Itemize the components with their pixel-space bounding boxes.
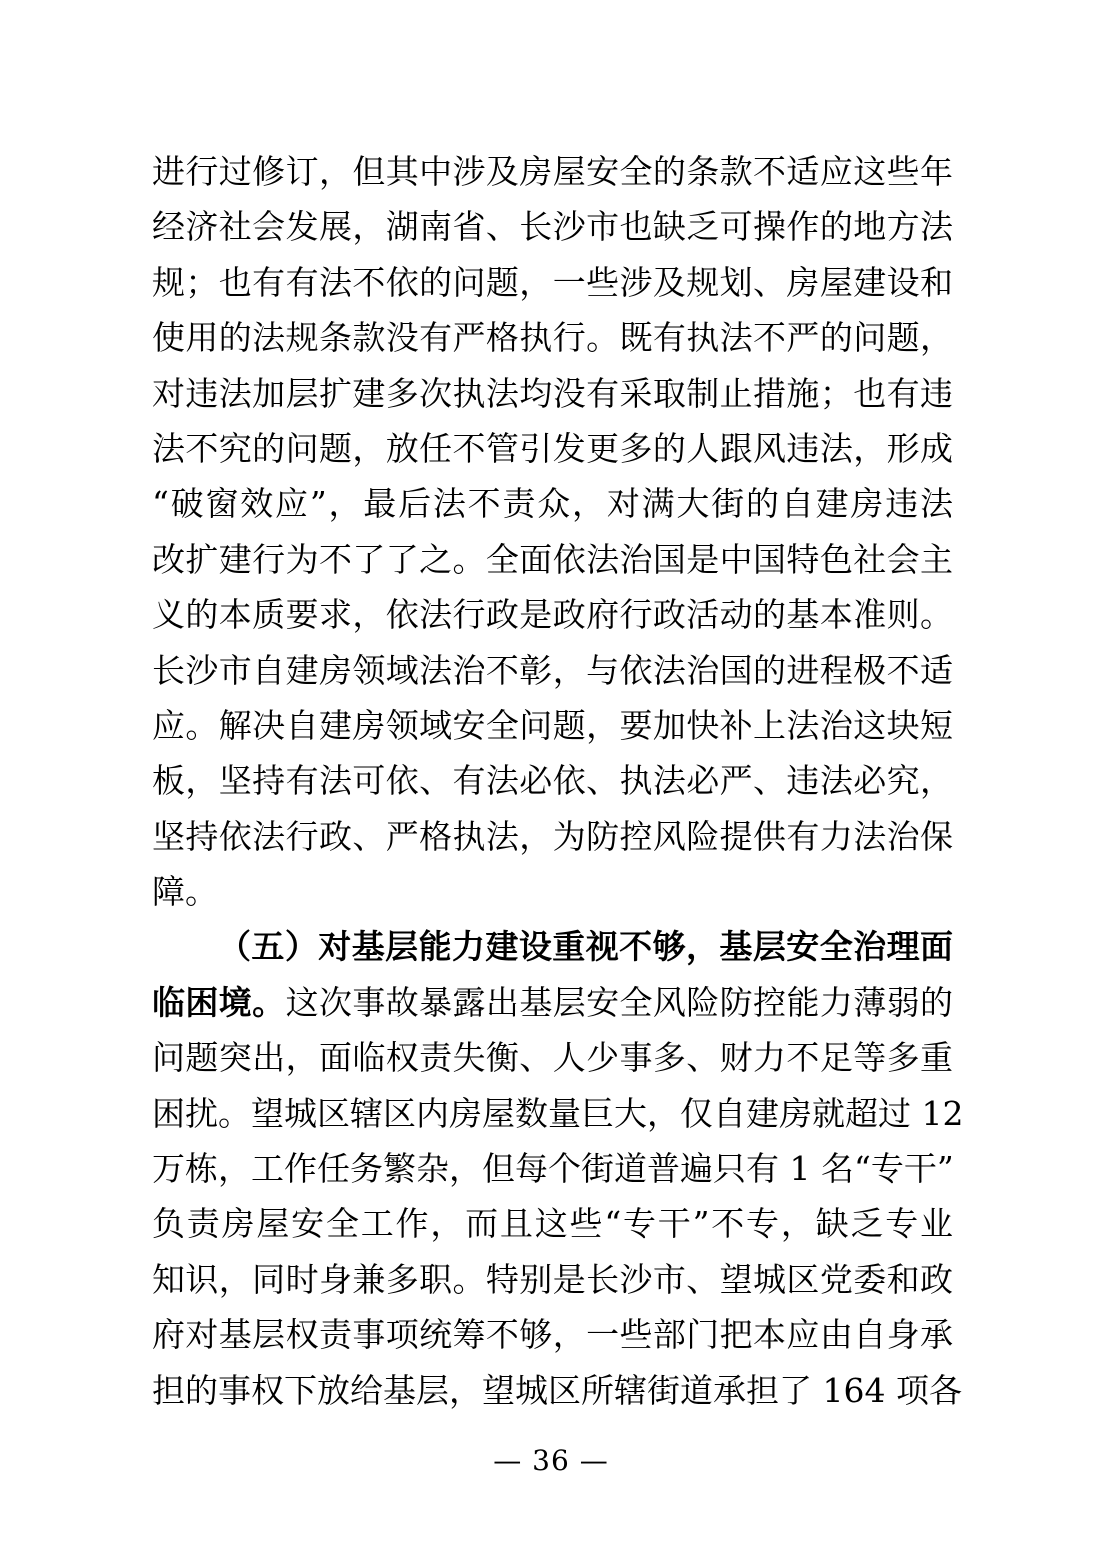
body-text-line: 应。解决自建房领域安全问题，要加快补上法治这块短 <box>152 705 953 745</box>
body-text-line: 改扩建行为不了了之。全面依法治国是中国特色社会主 <box>152 539 953 579</box>
body-text-line: 万栋，工作任务繁杂，但每个街道普遍只有 1 名“专干” <box>152 1149 954 1189</box>
body-text-line: 法不究的问题，放任不管引发更多的人跟风违法，形成 <box>152 428 953 468</box>
body-text-line: “破窗效应”，最后法不责众，对满大街的自建房违法 <box>152 484 953 524</box>
body-text-line: 规；也有有法不依的问题，一些涉及规划、房屋建设和 <box>152 262 953 302</box>
body-text-line: 问题突出，面临权责失衡、人少事多、财力不足等多重 <box>152 1038 953 1078</box>
body-text-line: 对违法加层扩建多次执法均没有采取制止措施；也有违 <box>152 373 953 413</box>
document-body <box>152 144 964 1418</box>
body-text-line: 经济社会发展，湖南省、长沙市也缺乏可操作的地方法 <box>152 207 953 247</box>
body-text-line: 知识，同时身兼多职。特别是长沙市、望城区党委和政 <box>152 1259 953 1299</box>
body-text-line: 困扰。望城区辖区内房屋数量巨大，仅自建房就超过 12 <box>152 1093 964 1133</box>
body-text-line: 进行过修订，但其中涉及房屋安全的条款不适应这些年 <box>152 152 953 191</box>
heading-continuation-bold: 临困境。 <box>152 982 286 1022</box>
body-text-line: 坚持依法行政、严格执法，为防控风险提供有力法治保 <box>152 816 953 856</box>
body-text-line: 板，坚持有法可依、有法必依、执法必严、违法必究， <box>152 761 953 801</box>
body-text-line: 担的事权下放给基层，望城区所辖街道承担了 164 项各 <box>152 1370 962 1410</box>
section-heading-line: （五）对基层能力建设重视不够，基层安全治理面 <box>218 927 953 967</box>
body-text-line-mixed <box>152 975 953 1030</box>
body-text-line: 使用的法规条款没有严格执行。既有执法不严的问题， <box>152 318 953 358</box>
body-text-line: 府对基层权责事项统筹不够，一些部门把本应由自身承 <box>152 1315 953 1355</box>
body-text-line: 负责房屋安全工作，而且这些“专干”不专，缺乏专业 <box>152 1204 953 1244</box>
body-text-line: 长沙市自建房领域法治不彰，与依法治国的进程极不适 <box>152 650 953 690</box>
body-text-line: 障。 <box>152 872 218 912</box>
page-number: — 36 — <box>493 1444 609 1477</box>
body-text-segment: 这次事故暴露出基层安全风险防控能力薄弱的 <box>285 982 954 1022</box>
body-text-line: 义的本质要求，依法行政是政府行政活动的基本准则。 <box>152 595 953 635</box>
